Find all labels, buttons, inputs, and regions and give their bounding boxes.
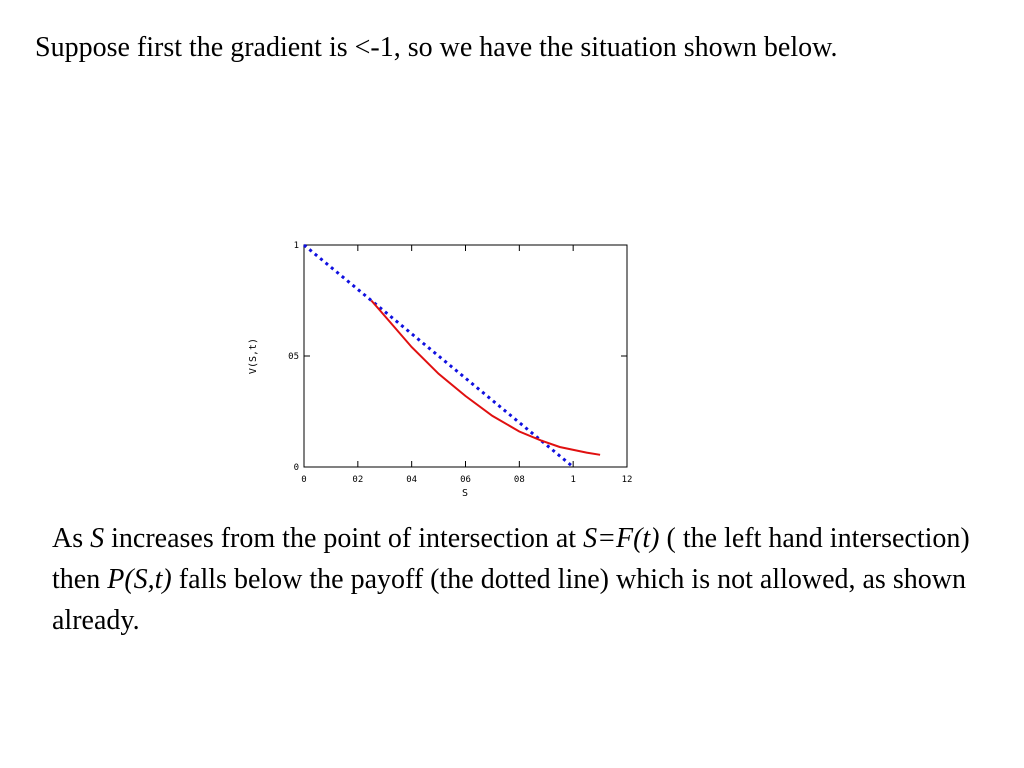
x-tick-label: 06: [460, 475, 471, 485]
variable-s: S: [90, 523, 105, 554]
chart-svg: [240, 230, 650, 505]
y-tick-label: 1: [293, 241, 299, 251]
expression-s-equals-f-t: S=F(t): [583, 523, 660, 554]
body-text-3: ( the left hand intersection) then: [52, 523, 970, 595]
x-tick-label: 04: [406, 475, 418, 485]
plot-frame: [304, 245, 627, 467]
x-tick-label: 0: [301, 475, 307, 485]
x-tick-label: 08: [513, 475, 525, 485]
x-tick-label: 12: [621, 475, 633, 485]
option-value-chart: [240, 230, 650, 505]
y-tick-label: 05: [288, 352, 299, 362]
body-text-4: falls below the payoff (the dotted line) which is not allowed, as shown already.: [52, 564, 966, 636]
expression-p-s-t: P(S,t): [107, 564, 172, 595]
body-paragraph: [52, 518, 1012, 641]
x-axis-label: S: [461, 488, 469, 499]
body-text-1: As: [52, 523, 91, 554]
y-axis-label: V(S,t): [248, 337, 259, 375]
body-text-2: increases from the point of intersection at: [104, 523, 584, 554]
x-tick-label: 02: [352, 475, 364, 485]
slide-heading: Suppose first the gradient is <-1, so we have the situation shown below.: [35, 32, 838, 63]
y-tick-label: 0: [293, 463, 299, 473]
x-tick-label: 1: [570, 475, 576, 485]
